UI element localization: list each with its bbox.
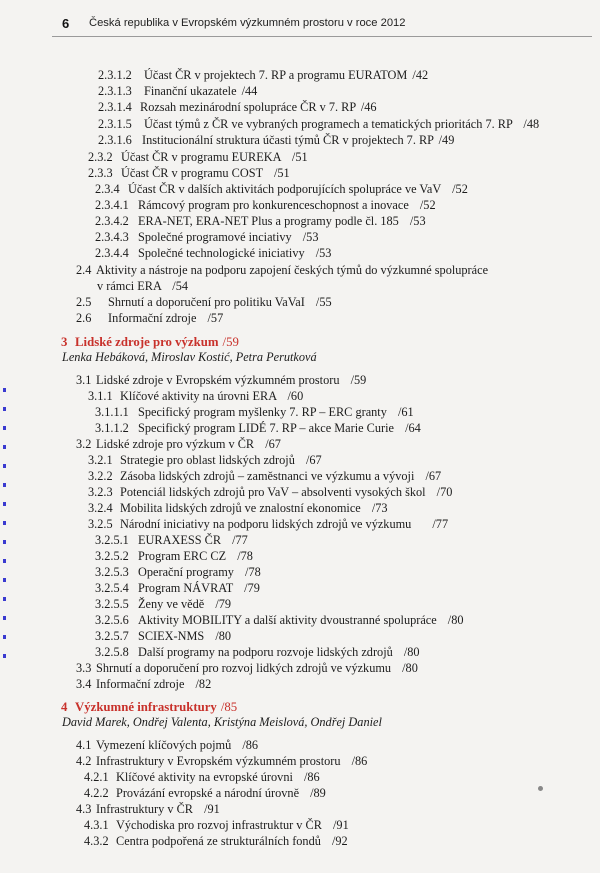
toc-entry-title: Informační zdroje bbox=[96, 677, 185, 691]
toc-entry-number: 2.3.4.2 bbox=[95, 214, 129, 228]
toc-entry bbox=[76, 661, 418, 676]
toc-entry-number: 4.3 bbox=[76, 802, 92, 816]
toc-entry-title: Ženy ve vědě bbox=[138, 597, 205, 611]
toc-entry-title: Specifický program myšlenky 7. RP – ERC granty bbox=[138, 405, 387, 419]
toc-entry-title: Vymezení klíčových pojmů bbox=[96, 738, 232, 752]
toc-entry-page: /86 bbox=[242, 738, 259, 752]
toc-entry-number: 3.2.5.7 bbox=[95, 629, 129, 643]
toc-entry-page: /51 bbox=[291, 150, 308, 164]
toc-entry-number: 4.1 bbox=[76, 738, 92, 752]
toc-entry bbox=[95, 421, 421, 436]
toc-entry bbox=[88, 485, 452, 500]
toc-entry bbox=[95, 405, 414, 420]
toc-entry-number: 3.2 bbox=[76, 437, 92, 451]
toc-entry-page: /89 bbox=[310, 786, 326, 800]
toc-entry-title: Účast týmů z ČR ve vybraných programech a tematických prioritách 7. RP bbox=[144, 117, 513, 131]
toc-entry bbox=[88, 150, 308, 165]
toc-entry-title: SCIEX-NMS bbox=[138, 629, 205, 643]
toc-entry-page: /53 bbox=[409, 214, 426, 228]
toc-entry-number: 3.2.1 bbox=[88, 453, 113, 467]
toc-entry-page: /48 bbox=[523, 117, 540, 131]
toc-entry-page: /59 bbox=[350, 373, 367, 387]
toc-entry bbox=[95, 629, 231, 644]
chapter-heading bbox=[61, 334, 239, 350]
toc-entry-page: /53 bbox=[315, 246, 332, 260]
toc-entry bbox=[95, 581, 260, 596]
toc-entry-page: /54 bbox=[172, 279, 189, 293]
toc-entry-page: /61 bbox=[397, 405, 414, 419]
toc-entry-page: /67 bbox=[265, 437, 281, 451]
toc-entry-title: Informační zdroje bbox=[108, 311, 197, 325]
toc-entry-title: Lidské zdroje v Evropském výzkumném prostoru bbox=[96, 373, 340, 387]
toc-entry-title: Program ERC CZ bbox=[138, 549, 227, 563]
toc-entry-title: Společné technologické iniciativy bbox=[138, 246, 305, 260]
toc-entry-page: /91 bbox=[333, 818, 349, 832]
margin-marks bbox=[3, 388, 6, 668]
toc-entry-page: /64 bbox=[405, 421, 421, 435]
toc-entry-number: 2.3.1.5 bbox=[98, 117, 132, 131]
toc-entry-page: /91 bbox=[204, 802, 220, 816]
toc-entry-number: 2.6 bbox=[76, 311, 92, 325]
toc-entry-page: /79 bbox=[244, 581, 260, 595]
toc-entry bbox=[98, 100, 377, 115]
toc-entry-number: 4.2.2 bbox=[84, 786, 109, 800]
toc-entry-page: /46 bbox=[360, 100, 377, 114]
chapter-title: Výzkumné infrastruktury bbox=[75, 700, 217, 714]
toc-entry-title: Program NÁVRAT bbox=[138, 581, 234, 595]
toc-entry-title: Finanční ukazatele bbox=[144, 84, 237, 98]
toc-entry-number: 4.2 bbox=[76, 754, 92, 768]
toc-entry-title: Další programy na podporu rozvoje lidských zdrojů bbox=[138, 645, 393, 659]
toc-entry-number: 4.3.2 bbox=[84, 834, 109, 848]
toc-entry bbox=[95, 565, 261, 580]
toc-entry-page: /55 bbox=[315, 295, 332, 309]
toc-entry-page: /80 bbox=[402, 661, 418, 675]
toc-entry-page: /86 bbox=[351, 754, 368, 768]
toc-entry-number: 2.3.4 bbox=[95, 182, 120, 196]
toc-entry bbox=[76, 738, 258, 753]
toc-entry-page: /42 bbox=[412, 68, 429, 82]
toc-entry-number: 2.3.1.3 bbox=[98, 84, 132, 98]
toc-entry-page: /86 bbox=[303, 770, 320, 784]
toc-entry-page: /92 bbox=[331, 834, 348, 848]
toc-entry-title: Rozsah mezinárodní spolupráce ČR v 7. RP bbox=[140, 100, 356, 114]
toc-entry-page: /49 bbox=[438, 133, 455, 147]
toc-entry bbox=[95, 597, 231, 612]
toc-entry-title: Rámcový program pro konkurenceschopnost a inovace bbox=[138, 198, 409, 212]
toc-entry-number: 3.3 bbox=[76, 661, 92, 675]
toc-entry-number: 2.3.1.6 bbox=[98, 133, 132, 147]
toc-entry bbox=[76, 677, 211, 692]
toc-entry bbox=[88, 166, 290, 181]
toc-entry-number: 3.1 bbox=[76, 373, 92, 387]
toc-entry-page: /67 bbox=[305, 453, 322, 467]
toc-entry bbox=[95, 533, 248, 548]
toc-entry-number: 3.2.5.1 bbox=[95, 533, 129, 547]
toc-entry-number: 2.3.4.3 bbox=[95, 230, 129, 244]
toc-entry-number: 3.2.5.6 bbox=[95, 613, 129, 627]
toc-entry-number: 2.4 bbox=[76, 263, 92, 277]
toc-entry-title: Klíčové aktivity na evropské úrovni bbox=[116, 770, 293, 784]
toc-entry-title: Infrastruktury v ČR bbox=[96, 802, 193, 816]
toc-entry bbox=[76, 263, 490, 278]
toc-entry-page: /78 bbox=[245, 565, 261, 579]
toc-entry-number: 2.5 bbox=[76, 295, 92, 309]
toc-entry bbox=[97, 279, 188, 294]
toc-entry-page: /52 bbox=[452, 182, 468, 196]
toc-entry-title: Účast ČR v programu COST bbox=[121, 166, 263, 180]
paper-speck bbox=[538, 786, 543, 791]
header-rule bbox=[52, 36, 592, 37]
toc-entry-page: /57 bbox=[207, 311, 224, 325]
toc-entry-title: Institucionální struktura účasti týmů ČR v projektech 7. RP bbox=[142, 133, 434, 147]
toc-entry-number: 4.3.1 bbox=[84, 818, 109, 832]
toc-entry bbox=[76, 295, 332, 310]
toc-entry bbox=[98, 68, 428, 83]
toc-entry bbox=[95, 246, 331, 261]
toc-entry-title: Strategie pro oblast lidských zdrojů bbox=[120, 453, 295, 467]
toc-entry-page: /44 bbox=[241, 84, 258, 98]
toc-entry-title: Centra podpořená ze strukturálních fondů bbox=[116, 834, 321, 848]
toc-entry-title: Shrnutí a doporučení pro politiku VaVaI bbox=[108, 295, 305, 309]
toc-entry-title: Účast ČR v programu EUREKA bbox=[121, 150, 281, 164]
toc-entry bbox=[98, 84, 257, 99]
toc-entry bbox=[95, 214, 426, 229]
chapter-number: 4 bbox=[61, 700, 68, 714]
toc-entry bbox=[88, 453, 322, 468]
toc-entry-title: v rámci ERA bbox=[97, 279, 162, 293]
toc-entry bbox=[76, 754, 367, 769]
toc-entry-number: 2.3.1.4 bbox=[98, 100, 132, 114]
toc-entry-title: ERA-NET, ERA-NET Plus a programy podle čl. 185 bbox=[138, 214, 399, 228]
toc-entry-page: /52 bbox=[419, 198, 436, 212]
toc-entry-page: /80 bbox=[403, 645, 420, 659]
toc-entry bbox=[84, 818, 349, 833]
toc-entry-page bbox=[488, 263, 490, 277]
toc-entry bbox=[95, 198, 436, 213]
toc-entry-title: Specifický program LIDÉ 7. RP – akce Marie Curie bbox=[138, 421, 394, 435]
running-title: Česká republika v Evropském výzkumném prostoru v roce 2012 bbox=[89, 17, 406, 29]
toc-entry-title: Účast ČR v dalších aktivitách podporujících spolupráce ve VaV bbox=[128, 182, 442, 196]
toc-entry-page: /73 bbox=[371, 501, 388, 515]
toc-entry-number: 3.1.1.1 bbox=[95, 405, 129, 419]
chapter-page: /59 bbox=[222, 335, 239, 349]
toc-entry-title: Východiska pro rozvoj infrastruktur v ČR bbox=[116, 818, 322, 832]
toc-entry-title: Provázání evropské a národní úrovně bbox=[116, 786, 300, 800]
toc-entry-title: Klíčové aktivity na úrovni ERA bbox=[120, 389, 277, 403]
toc-entry bbox=[84, 770, 320, 785]
toc-entry bbox=[95, 645, 420, 660]
toc-entry-page: /70 bbox=[436, 485, 453, 499]
chapter-authors: David Marek, Ondřej Valenta, Kristýna Meislová, Ondřej Daniel bbox=[62, 715, 382, 729]
toc-entry-title: Lidské zdroje pro výzkum v ČR bbox=[96, 437, 255, 451]
toc-entry-page: /80 bbox=[215, 629, 232, 643]
toc-entry-number: 2.3.3 bbox=[88, 166, 113, 180]
toc-entry-number: 4.2.1 bbox=[84, 770, 109, 784]
toc-entry-title: Infrastruktury v Evropském výzkumném prostoru bbox=[96, 754, 341, 768]
toc-entry-page: /67 bbox=[425, 469, 442, 483]
toc-entry bbox=[88, 389, 303, 404]
chapter-title: Lidské zdroje pro výzkum bbox=[75, 335, 219, 349]
toc-entry-title: Potenciál lidských zdrojů pro VaV – absolventi vysokých škol bbox=[120, 485, 426, 499]
toc-entry bbox=[95, 182, 468, 197]
chapter-page: /85 bbox=[220, 700, 238, 714]
chapter-number: 3 bbox=[61, 335, 68, 349]
toc-entry-title: Aktivity MOBILITY a další aktivity dvoustranné spolupráce bbox=[138, 613, 437, 627]
toc-entry bbox=[76, 802, 220, 817]
toc-entry bbox=[88, 469, 441, 484]
toc-entry-number: 3.2.5 bbox=[88, 517, 113, 531]
toc-entry-number: 3.2.5.2 bbox=[95, 549, 129, 563]
toc-entry-number: 2.3.4.4 bbox=[95, 246, 129, 260]
toc-entry-number: 2.3.4.1 bbox=[95, 198, 129, 212]
toc-entry-page: /60 bbox=[287, 389, 304, 403]
toc-entry bbox=[88, 517, 448, 532]
toc-entry-number: 3.1.1 bbox=[88, 389, 113, 403]
toc-entry bbox=[95, 613, 464, 628]
chapter-heading bbox=[61, 699, 237, 715]
page-header bbox=[0, 0, 600, 40]
toc-entry bbox=[98, 133, 454, 148]
toc-entry-title: EURAXESS ČR bbox=[138, 533, 222, 547]
toc-entry-page: /77 bbox=[232, 533, 248, 547]
toc-entry-page: /82 bbox=[195, 677, 212, 691]
toc-entry-title: Operační programy bbox=[138, 565, 234, 579]
toc-entry-number: 3.2.4 bbox=[88, 501, 113, 515]
toc-entry-number: 3.1.1.2 bbox=[95, 421, 129, 435]
toc-entry-number: 3.2.5.5 bbox=[95, 597, 129, 611]
toc-entry bbox=[95, 549, 253, 564]
toc-entry-title: Národní iniciativy na podporu lidských zdrojů ve výzkumu bbox=[120, 517, 412, 531]
toc-entry-page: /77 bbox=[432, 517, 449, 531]
toc-entry bbox=[76, 437, 281, 452]
toc-entry-number: 3.2.3 bbox=[88, 485, 113, 499]
toc-entry-page: /78 bbox=[237, 549, 253, 563]
toc-entry bbox=[98, 117, 539, 132]
toc-entry bbox=[95, 230, 318, 245]
toc-entry-title: Mobilita lidských zdrojů ve znalostní ekonomice bbox=[120, 501, 361, 515]
toc-entry-number: 2.3.2 bbox=[88, 150, 113, 164]
toc-entry bbox=[76, 311, 223, 326]
toc-entry-page: /51 bbox=[273, 166, 290, 180]
toc-entry-title: Společné programové inciativy bbox=[138, 230, 292, 244]
toc-entry bbox=[88, 501, 388, 516]
toc-entry-number: 3.2.5.3 bbox=[95, 565, 129, 579]
toc-entry-title: Shrnutí a doporučení pro rozvoj lidkých zdrojů ve výzkumu bbox=[96, 661, 392, 675]
toc-entry-page: /80 bbox=[447, 613, 464, 627]
toc-entry-number: 3.2.5.8 bbox=[95, 645, 129, 659]
toc-entry-number: 2.3.1.2 bbox=[98, 68, 132, 82]
toc-entry bbox=[84, 786, 326, 801]
toc-entry-number: 3.4 bbox=[76, 677, 92, 691]
toc-entry-title: Účast ČR v projektech 7. RP a programu EURATOM bbox=[144, 68, 408, 82]
toc-entry-page: /53 bbox=[302, 230, 319, 244]
toc-entry-title: Aktivity a nástroje na podporu zapojení českých týmů do výzkumné spolupráce bbox=[96, 263, 489, 277]
toc-entry-page: /79 bbox=[215, 597, 232, 611]
toc-entry bbox=[76, 373, 366, 388]
toc-entry-title: Zásoba lidských zdrojů – zaměstnanci ve výzkumu a vývoji bbox=[120, 469, 415, 483]
page-number: 6 bbox=[62, 16, 70, 31]
chapter-authors: Lenka Hebáková, Miroslav Kostić, Petra Perutková bbox=[62, 350, 317, 364]
toc-entry-number: 3.2.5.4 bbox=[95, 581, 129, 595]
toc-entry-number: 3.2.2 bbox=[88, 469, 113, 483]
toc-entry bbox=[84, 834, 348, 849]
